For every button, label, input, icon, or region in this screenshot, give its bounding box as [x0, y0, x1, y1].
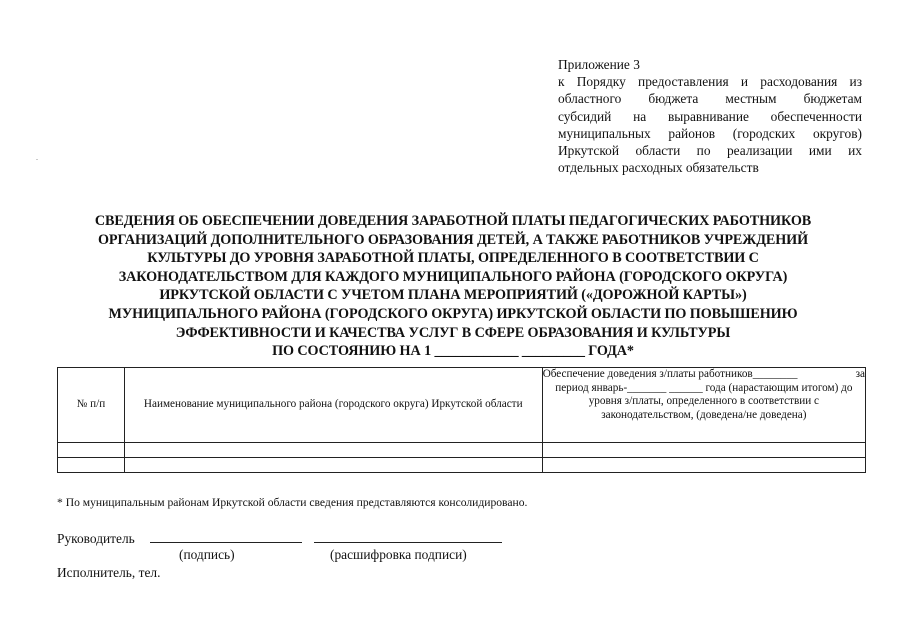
signature-caption: (подпись)	[179, 547, 235, 562]
table-cell[interactable]	[542, 458, 865, 473]
appendix-line: отдельных расходных обязательств	[558, 160, 759, 176]
title-line: СВЕДЕНИЯ ОБ ОБЕСПЕЧЕНИИ ДОВЕДЕНИЯ ЗАРАБОТНОЙ ПЛАТЫ ПЕДАГОГИЧЕСКИХ РАБОТНИКОВ	[94, 213, 812, 229]
transcript-line[interactable]	[314, 542, 502, 543]
table-row	[58, 443, 866, 458]
header-municipality: Наименование муниципального района (городского округа) Иркутской области	[124, 368, 542, 443]
title-line: МУНИЦИПАЛЬНОГО РАЙОНА (ГОРОДСКОГО ОКРУГА) ИРКУТСКОЙ ОБЛАСТИ ПО ПОВЫШЕНИЮ	[108, 305, 798, 322]
appendix-block	[558, 56, 862, 176]
appendix-line: Иркутской области по реализации ими их	[558, 143, 862, 159]
table-row	[58, 458, 866, 473]
title-line: КУЛЬТУРЫ ДО УРОВНЯ ЗАРАБОТНОЙ ПЛАТЫ, ОПРЕДЕЛЕННОГО В СООТВЕТСТВИИ С	[147, 250, 759, 267]
footnote: * По муниципальным районам Иркутской области сведения представляются консолидировано.	[57, 496, 528, 509]
header-salary-status-text: период январь-_______ ______ года (нарастающим итогом) до уровня з/платы, определенного в соответствии с законодательством, (доведена/не доведена)	[555, 381, 853, 421]
report-table	[57, 367, 866, 473]
table-cell[interactable]	[58, 458, 125, 473]
title-line: ЭФФЕКТИВНОСТИ И КАЧЕСТВА УСЛУГ В СФЕРЕ ОБРАЗОВАНИЯ И КУЛЬТУРЫ	[175, 324, 731, 341]
transcript-caption: (расшифровка подписи)	[330, 547, 467, 562]
appendix-number: Приложение 3	[558, 57, 640, 72]
appendix-line: областного бюджета местным бюджетам	[558, 91, 862, 107]
header-salary-status	[542, 368, 865, 443]
scan-speck: .	[36, 153, 38, 162]
table-cell[interactable]	[58, 443, 125, 458]
appendix-line: к Порядку предоставления и расходования из	[558, 74, 862, 90]
header-salary-status-text: Обеспечение доведения з/платы работников________	[542, 368, 798, 380]
table-cell[interactable]	[124, 443, 542, 458]
signature-line[interactable]	[150, 542, 302, 543]
header-salary-status-text: за	[855, 368, 865, 380]
document-title	[40, 212, 866, 361]
appendix-line: муниципальных районов (городских округов)	[558, 125, 862, 141]
table-cell[interactable]	[542, 443, 865, 458]
appendix-line: субсидий на выравнивание обеспеченности	[558, 108, 862, 124]
header-number: № п/п	[58, 368, 125, 443]
head-label: Руководитель	[57, 531, 135, 546]
title-line: ЗАКОНОДАТЕЛЬСТВОМ ДЛЯ КАЖДОГО МУНИЦИПАЛЬНОГО РАЙОНА (ГОРОДСКОГО ОКРУГА)	[118, 268, 788, 285]
executor-label: Исполнитель, тел.	[57, 565, 161, 580]
title-line: ИРКУТСКОЙ ОБЛАСТИ С УЧЕТОМ ПЛАНА МЕРОПРИЯТИЙ («ДОРОЖНОЙ КАРТЫ»)	[159, 287, 747, 304]
title-line: ОРГАНИЗАЦИЙ ДОПОЛНИТЕЛЬНОГО ОБРАЗОВАНИЯ ДЕТЕЙ, А ТАКЖЕ РАБОТНИКОВ УЧРЕЖДЕНИЙ	[97, 231, 809, 248]
table-cell[interactable]	[124, 458, 542, 473]
title-line: ПО СОСТОЯНИЮ НА 1 ____________ _________ ГОДА*	[272, 343, 634, 360]
table-header-row	[58, 368, 866, 443]
